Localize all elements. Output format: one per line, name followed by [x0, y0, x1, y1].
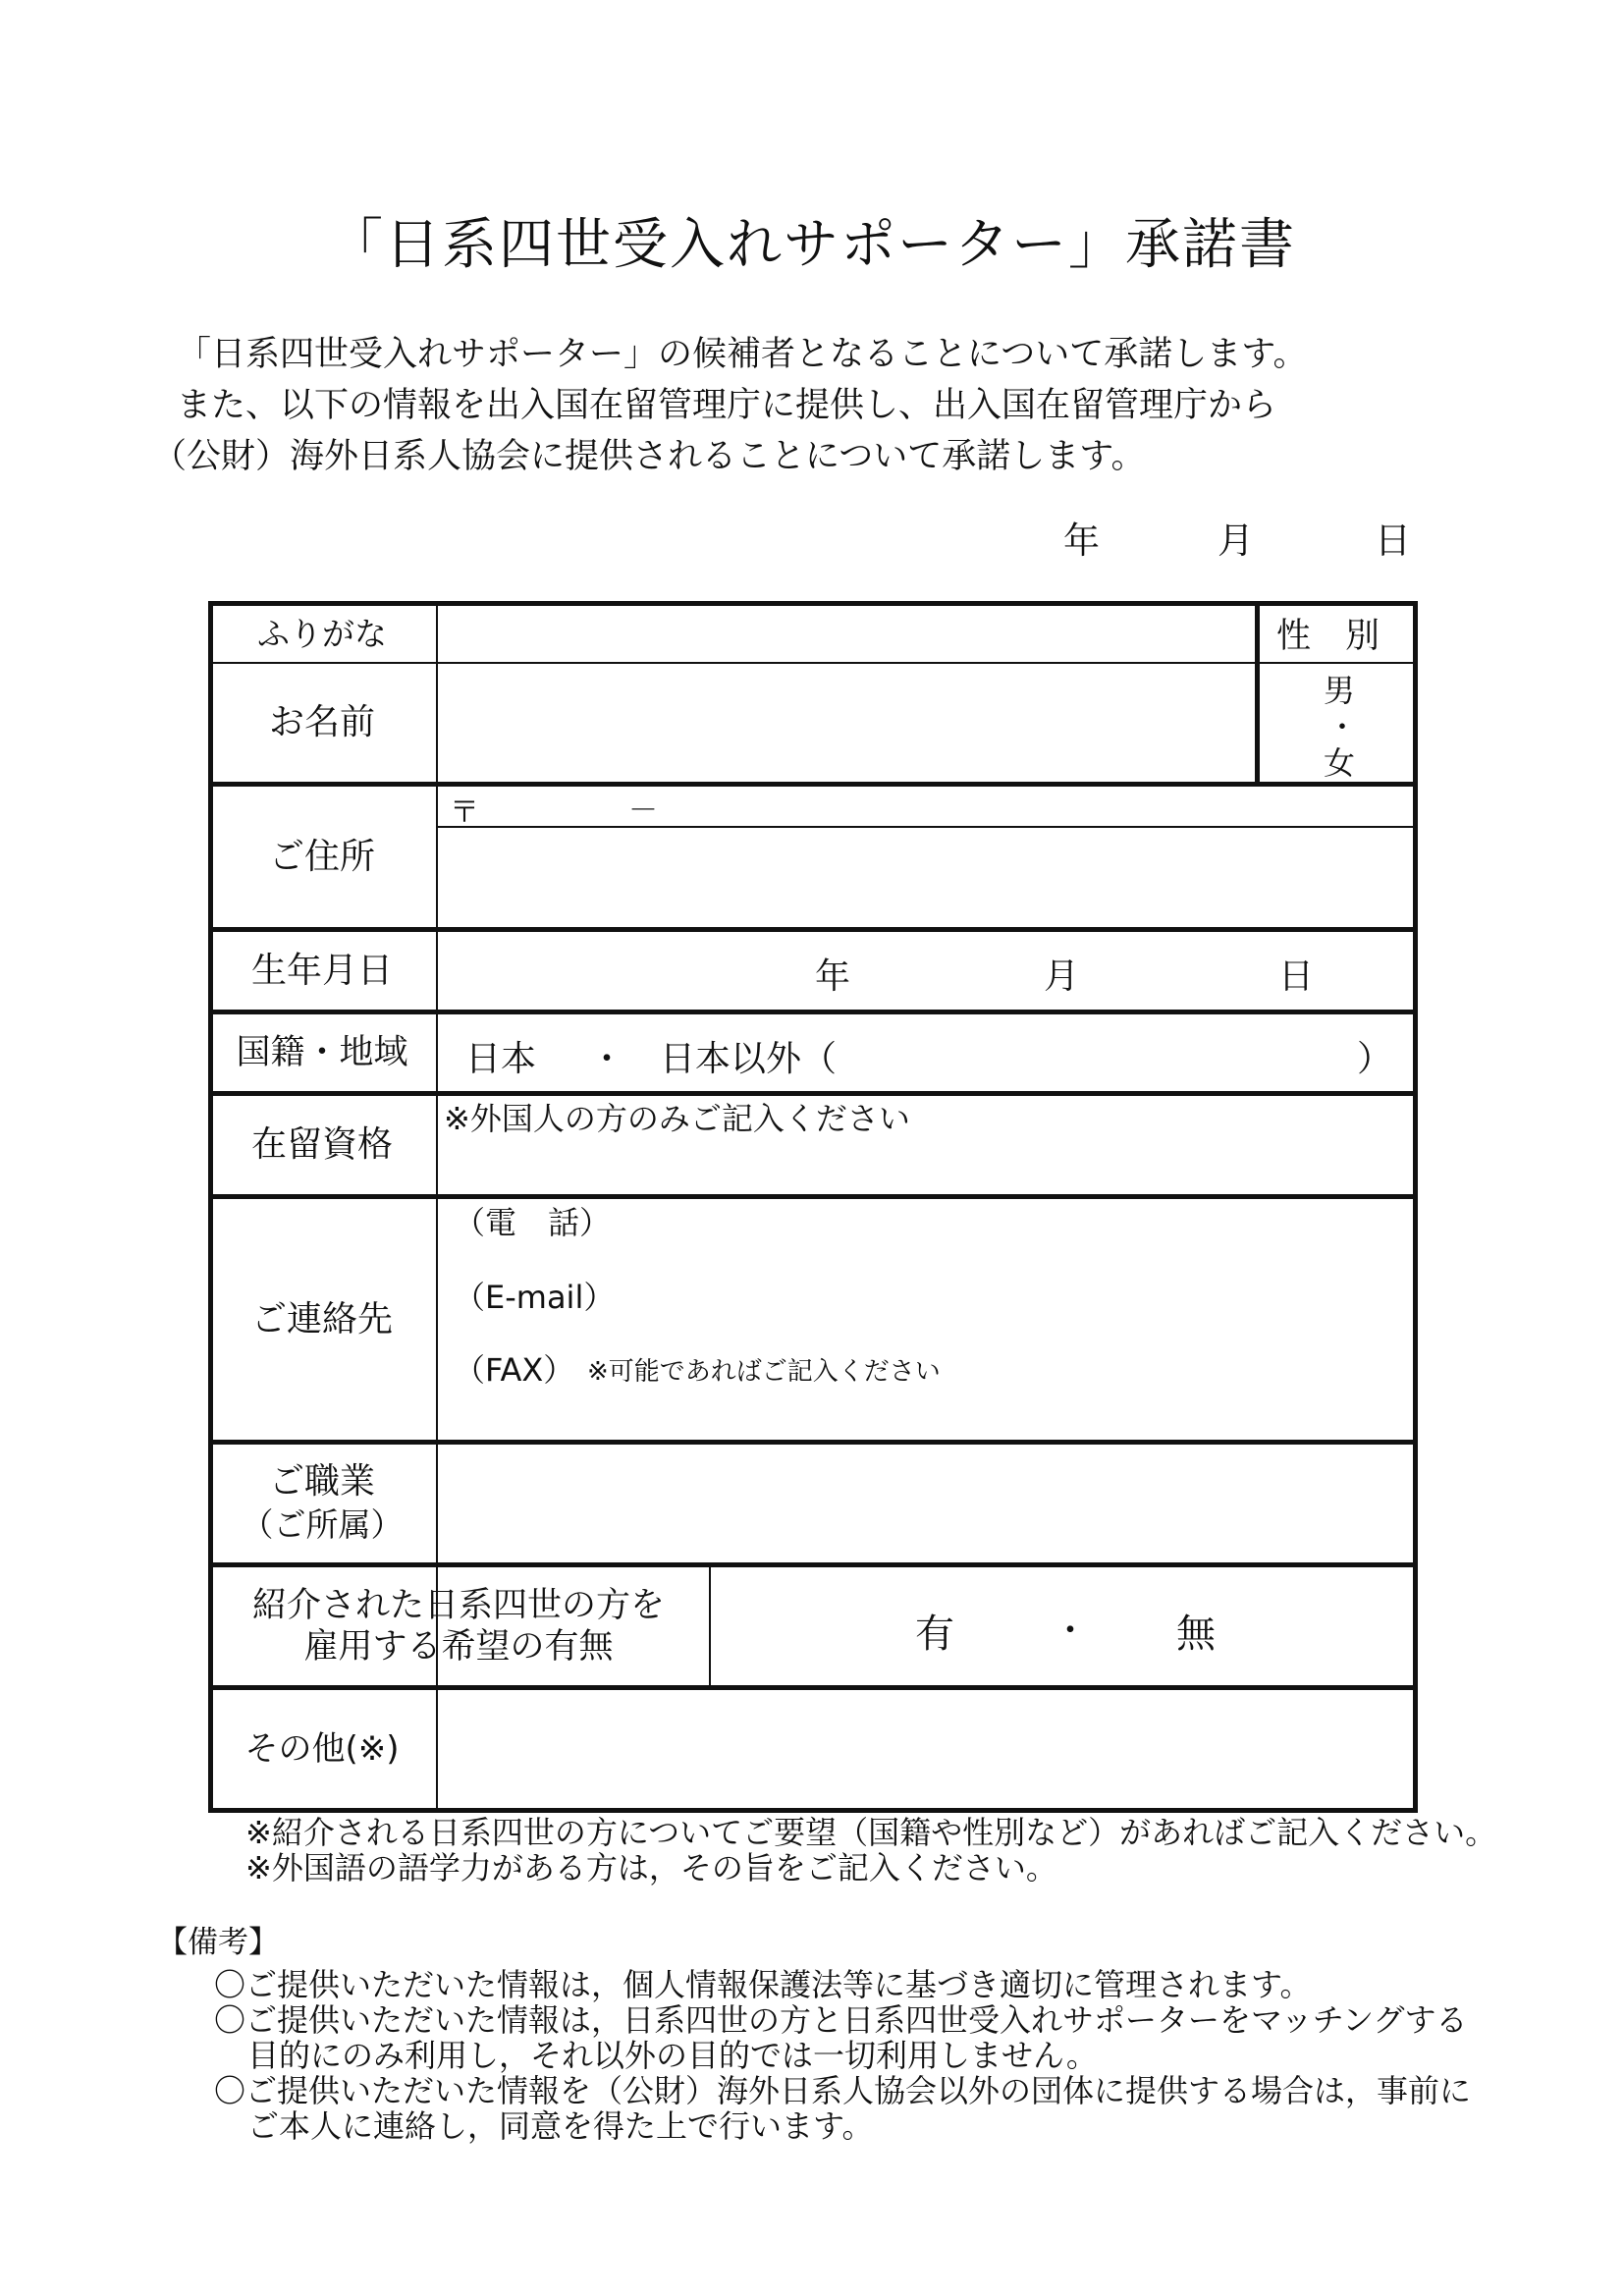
remark-item-2-cont: 目的にのみ利用し，それ以外の目的では一切利用しません。	[247, 2037, 1098, 2074]
nationality-separator: ・	[589, 1039, 625, 1079]
name-field[interactable]	[438, 664, 1253, 782]
residence-status-label: 在留資格	[250, 1124, 393, 1165]
furigana-label: ふりがな	[257, 614, 387, 653]
residence-status-note: ※外国人の方のみご記入ください	[444, 1100, 910, 1137]
date-year-label: 年	[1063, 519, 1100, 562]
hire-wish-label	[208, 1567, 709, 1685]
gender-label: 性 別	[1276, 617, 1380, 656]
contact-email-label: （E-mail）	[454, 1279, 616, 1316]
address-field[interactable]	[438, 830, 1416, 927]
hire-no-option[interactable]: 無	[1176, 1612, 1216, 1657]
address-postal-divider	[436, 826, 1418, 828]
hire-separator: ・	[1053, 1611, 1089, 1651]
remark-item-1: 〇ご提供いただいた情報は，個人情報保護法等に基づき適切に管理されます。	[214, 1966, 1312, 2003]
hire-wish-label-line-2: 雇用する希望の有無	[303, 1627, 614, 1667]
contact-fax-note: ※可能であればご記入ください	[587, 1357, 941, 1387]
birthdate-label: 生年月日	[250, 950, 393, 991]
contact-label: ご連絡先	[250, 1298, 393, 1339]
birth-month-label: 月	[1044, 957, 1080, 997]
other-field[interactable]	[438, 1690, 1416, 1808]
occupation-label	[208, 1445, 436, 1562]
contact-fax-label: （FAX）	[454, 1351, 575, 1389]
note-line-1: ※紹介される日系四世の方についてご要望（国籍や性別など）があればご記入ください。	[245, 1814, 1497, 1851]
intro-line-3: （公財）海外日系人協会に提供されることについて承諾します。	[152, 437, 1146, 476]
intro-line-1: 「日系四世受入れサポーター」の候補者となることについて承諾します。	[177, 335, 1308, 374]
nationality-label: 国籍・地域	[236, 1033, 408, 1072]
table-notes	[245, 1815, 1496, 1886]
occupation-label-line-1: ご職業	[268, 1461, 375, 1502]
address-label: ご住所	[268, 836, 375, 877]
occupation-label-line-2: （ご所属）	[241, 1505, 404, 1544]
name-label: お名前	[268, 702, 375, 742]
occupation-field[interactable]	[438, 1445, 1416, 1562]
postal-mark: 〒	[450, 795, 479, 830]
nationality-close-paren: ）	[1357, 1039, 1393, 1079]
divider	[1255, 601, 1260, 784]
hire-wish-label-line-1: 紹介された日系四世の方を	[251, 1586, 665, 1625]
divider	[709, 1567, 711, 1685]
intro-line-2: また、以下の情報を出入国在留管理庁に提供し、出入国在留管理庁から	[177, 386, 1277, 425]
contact-phone-label: （電 話）	[454, 1204, 612, 1241]
hire-yes-option[interactable]: 有	[915, 1612, 954, 1657]
page-title: 「日系四世受入れサポーター」承諾書	[328, 213, 1296, 277]
other-label: その他(※)	[244, 1729, 400, 1769]
date-month-label: 月	[1218, 519, 1254, 562]
gender-separator: ・	[1327, 711, 1357, 745]
furigana-field[interactable]	[438, 606, 1253, 662]
remark-item-2: 〇ご提供いただいた情報は，日系四世の方と日系四世受入れサポーターをマッチングする	[214, 2001, 1468, 2039]
date-day-label: 日	[1375, 519, 1411, 562]
birth-day-label: 日	[1278, 957, 1315, 997]
birth-year-label: 年	[815, 957, 851, 997]
note-line-2: ※外国語の語学力がある方は，その旨をご記入ください。	[245, 1849, 1057, 1886]
gender-male-option[interactable]: 男	[1324, 672, 1356, 709]
postal-dash: －	[628, 793, 658, 828]
remarks-list	[214, 1967, 1471, 2144]
remark-item-3: 〇ご提供いただいた情報を（公財）海外日系人協会以外の団体に提供する場合は，事前に	[214, 2072, 1472, 2109]
gender-female-option[interactable]: 女	[1324, 744, 1356, 782]
nationality-other-option[interactable]: 日本以外（	[660, 1039, 838, 1079]
nationality-japan-option[interactable]: 日本	[465, 1039, 537, 1079]
remarks-heading: 【備考】	[157, 1925, 279, 1960]
remark-item-3-cont: ご本人に連絡し，同意を得た上で行います。	[247, 2107, 874, 2145]
intro-paragraph	[152, 329, 1492, 482]
